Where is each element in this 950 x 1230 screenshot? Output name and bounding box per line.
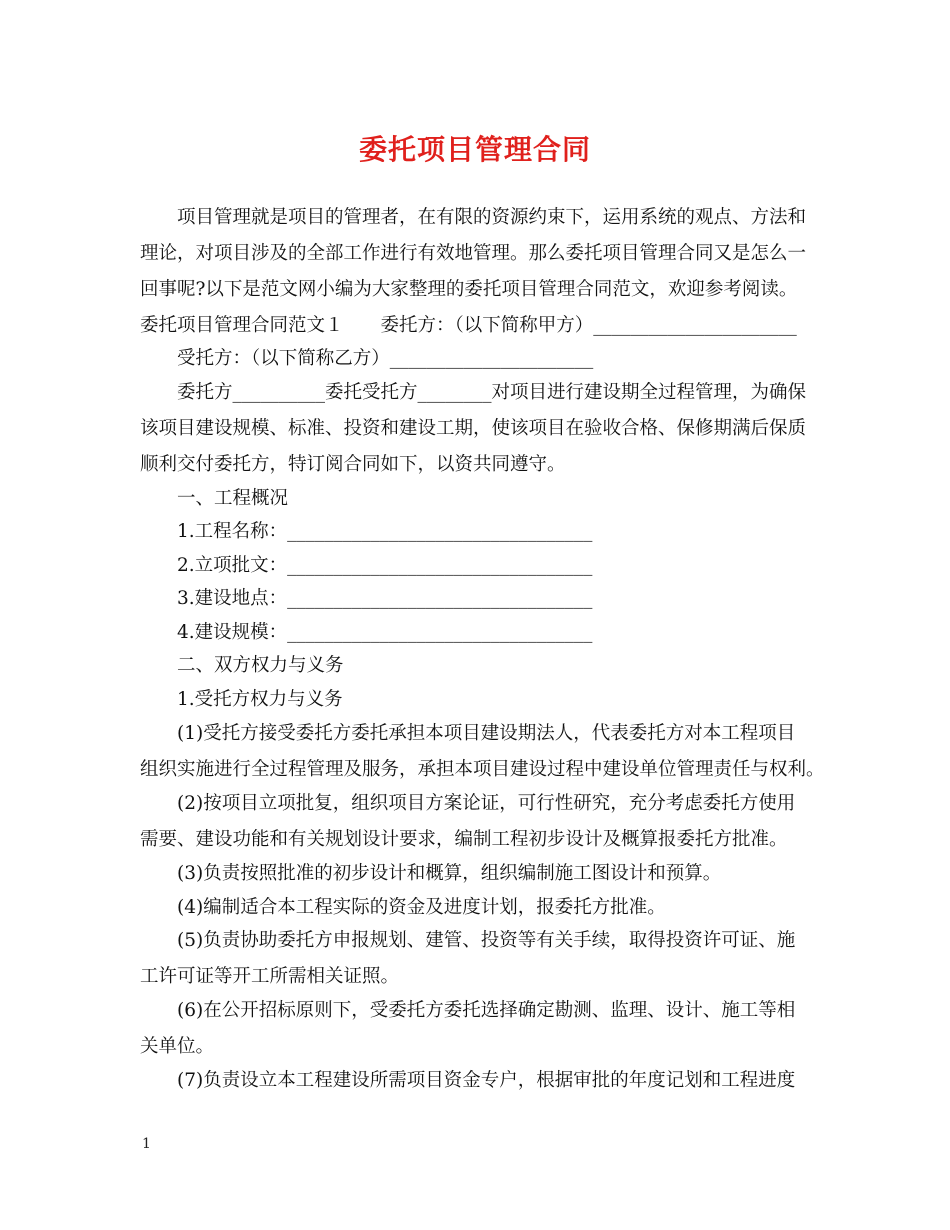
paragraph-line: (5)负责协助委托方申报规划、建管、投资等有关手续，取得投资许可证、施: [177, 930, 796, 951]
form-field-line: 2.立项批文：_________________________________: [177, 555, 593, 576]
form-field-line: 3.建设地点：_________________________________: [177, 588, 593, 609]
paragraph-line: (1)受托方接受委托方委托承担本项目建设期法人，代表委托方对本工程项目: [177, 723, 796, 744]
paragraph-line: 项目管理就是项目的管理者，在有限的资源约束下，运用系统的观点、方法和: [177, 207, 807, 228]
form-field-line: 4.建设规模：_________________________________: [177, 622, 593, 643]
section-heading: 二、双方权力与义务: [177, 655, 344, 676]
page-number: 1: [142, 1136, 151, 1152]
paragraph-line: 理论，对项目涉及的全部工作进行有效地管理。那么委托项目管理合同又是怎么一: [140, 243, 807, 264]
paragraph-line: 委托项目管理合同范文１ 委托方：（以下简称甲方）______________________: [140, 315, 797, 336]
paragraph-line: (4)编制适合本工程实际的资金及进度计划，报委托方批准。: [177, 897, 666, 918]
paragraph-line: (2)按项目立项批复，组织项目方案论证，可行性研究，充分考虑委托方使用: [177, 793, 796, 814]
paragraph-line: (7)负责设立本工程建设所需项目资金专户，根据审批的年度记划和工程进度: [177, 1070, 796, 1091]
subsection-heading: 1.受托方权力与义务: [177, 689, 343, 710]
document-title: 委托项目管理合同: [358, 133, 591, 166]
paragraph-line: 工许可证等开工所需相关证照。: [140, 966, 400, 987]
form-field-line: 1.工程名称：_________________________________: [177, 521, 593, 542]
section-heading: 一、工程概况: [177, 488, 289, 509]
paragraph-line: 受托方：（以下简称乙方）______________________: [177, 348, 594, 369]
paragraph-line: 需要、建设功能和有关规划设计要求，编制工程初步设计及概算报委托方批准。: [140, 829, 788, 850]
paragraph-line: (6)在公开招标原则下，受委托方委托选择确定勘测、监理、设计、施工等相: [177, 1000, 796, 1021]
paragraph-line: 该项目建设规模、标准、投资和建设工期，使该项目在验收合格、保修期满后保质: [140, 418, 807, 439]
paragraph-line: 组织实施进行全过程管理及服务，承担本项目建设过程中建设单位管理责任与权利。: [140, 759, 825, 780]
paragraph-line: 关单位。: [140, 1036, 215, 1057]
paragraph-line: 回事呢?以下是范文网小编为大家整理的委托项目管理合同范文，欢迎参考阅读。: [140, 279, 798, 300]
paragraph-line: (3)负责按照批准的初步设计和概算，组织编制施工图设计和预算。: [177, 863, 722, 884]
paragraph-line: 顺利交付委托方，特订阅合同如下，以资共同遵守。: [140, 454, 566, 475]
paragraph-line: 委托方__________委托受托方________对项目进行建设期全过程管理，为确保: [177, 382, 807, 403]
